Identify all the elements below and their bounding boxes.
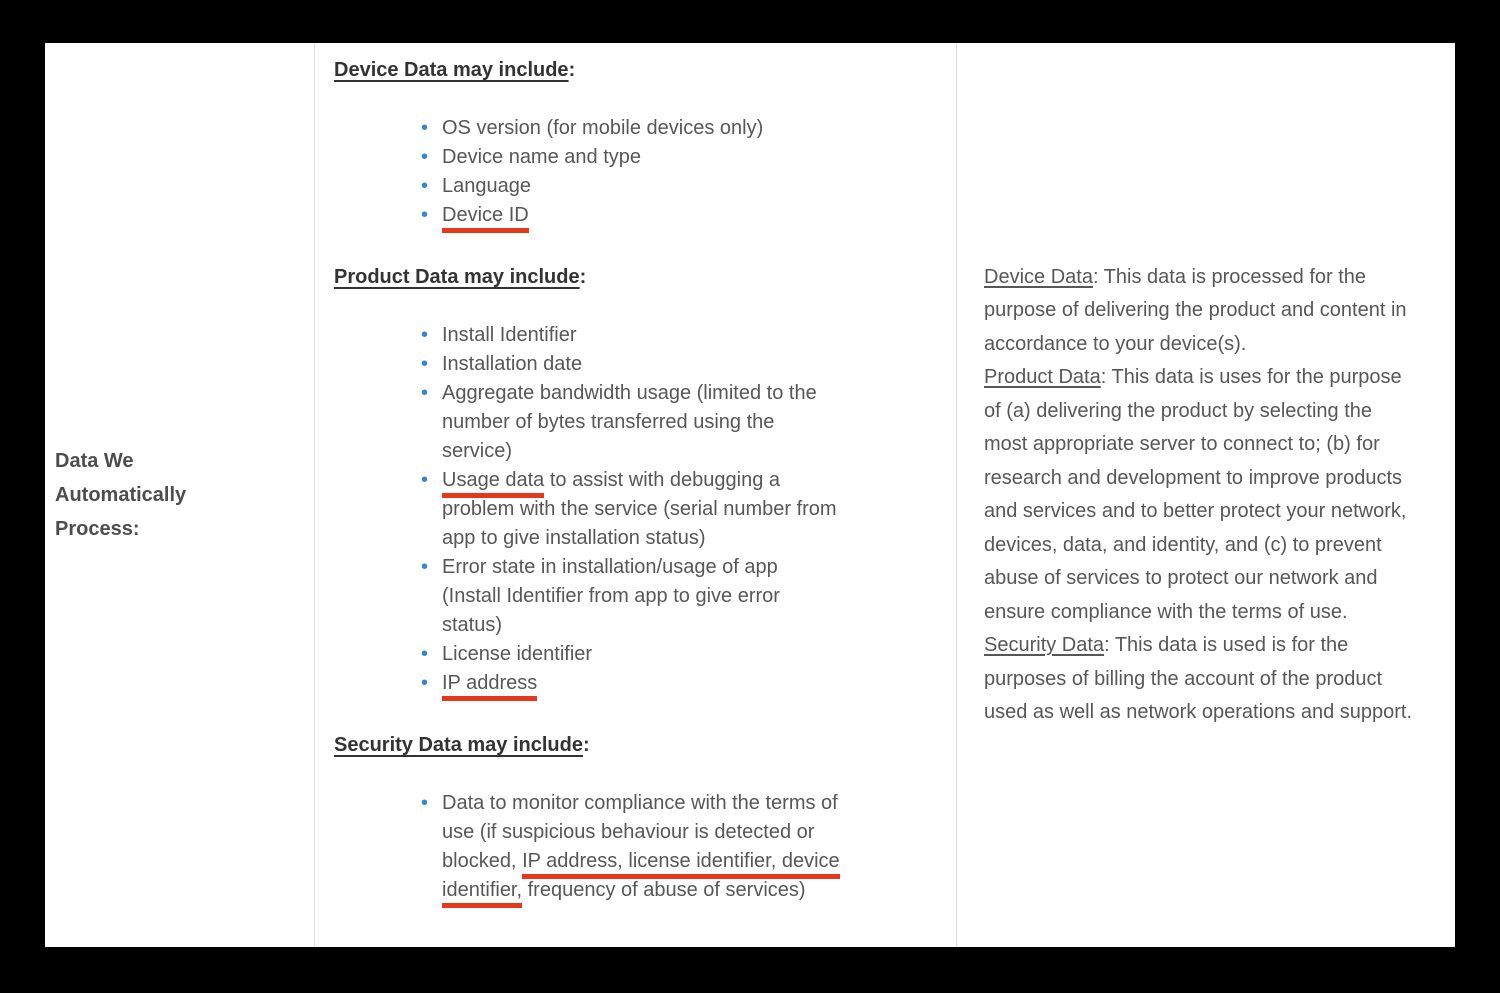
bullet-item xyxy=(421,640,841,669)
bullet-item xyxy=(421,350,841,379)
bullet-item xyxy=(421,553,841,640)
bullet-text: OS version (for mobile devices only) xyxy=(442,117,764,139)
data-purpose-cell xyxy=(956,43,1455,947)
row-label-cell xyxy=(45,43,314,947)
bullet-item xyxy=(421,114,841,143)
purpose-term: Device Data xyxy=(984,265,1093,288)
data-details-cell xyxy=(314,43,956,947)
bullet-item xyxy=(421,321,841,350)
bullet-text: Error state in installation/usage of app (Install Identifier from app to give error status) xyxy=(442,556,780,636)
section-heading: Device Data may include: xyxy=(334,59,576,81)
bullet-list xyxy=(421,321,841,698)
bullet-list xyxy=(421,789,841,905)
section-heading-text: Product Data may include xyxy=(334,266,580,288)
bullet-text: Data to monitor compliance with the terms of use (if suspicious behaviour is detected or blocked, xyxy=(442,792,838,872)
section-heading: Product Data may include: xyxy=(334,266,587,288)
bullet-text: Device name and type xyxy=(442,146,642,168)
row-label: Data We Automatically Process: xyxy=(55,450,187,540)
purpose-term: Product Data xyxy=(984,366,1101,388)
bullet-text: frequency of abuse of services) xyxy=(522,879,806,901)
bullet-text: License identifier xyxy=(442,643,593,665)
bullet-list xyxy=(421,114,841,230)
red-underlined-text: Usage data xyxy=(442,469,544,498)
bullet-item xyxy=(421,143,841,172)
bullet-text: Installation date xyxy=(442,353,583,375)
red-underlined-text: Device ID xyxy=(442,204,529,233)
bullet-item xyxy=(421,201,841,230)
purpose-term: Security Data xyxy=(984,634,1105,656)
bullet-item xyxy=(421,172,841,201)
bullet-text: Language xyxy=(442,175,531,197)
bullet-text: Aggregate bandwidth usage (limited to the number of bytes transferred using the service) xyxy=(442,382,817,462)
red-underlined-text: IP address, license identifier, device identifier, xyxy=(442,850,840,908)
red-underlined-text: IP address xyxy=(442,672,537,701)
section-heading-text: Security Data may include xyxy=(334,734,583,756)
bullet-text: Install Identifier xyxy=(442,324,577,346)
bullet-item xyxy=(421,669,841,698)
bullet-item xyxy=(421,789,841,905)
bullet-text: to assist with debugging a problem with the service (serial number from app to give installation status) xyxy=(442,469,837,549)
bullet-item xyxy=(421,379,841,466)
policy-table xyxy=(45,43,1455,947)
purpose-paragraphs: Device Data: This data is processed for the purpose of delivering the product and content in accordance to your device(s). Product Data: This data is uses for the purpose of (a) delivering the product by selecting the most appropriate server to connect to; (b) for research and development to improve products and services and to better protect your network, devices, data, and identity, and (c) to prevent abuse of services to protect our network and ensure compliance with the terms of use. Security Data: This data is used is for the purposes of billing the account of the product used as well as network operations and support. xyxy=(984,265,1413,723)
section-heading-text: Device Data may include xyxy=(334,59,569,81)
bullet-item xyxy=(421,466,841,553)
section-heading: Security Data may include: xyxy=(334,734,590,756)
